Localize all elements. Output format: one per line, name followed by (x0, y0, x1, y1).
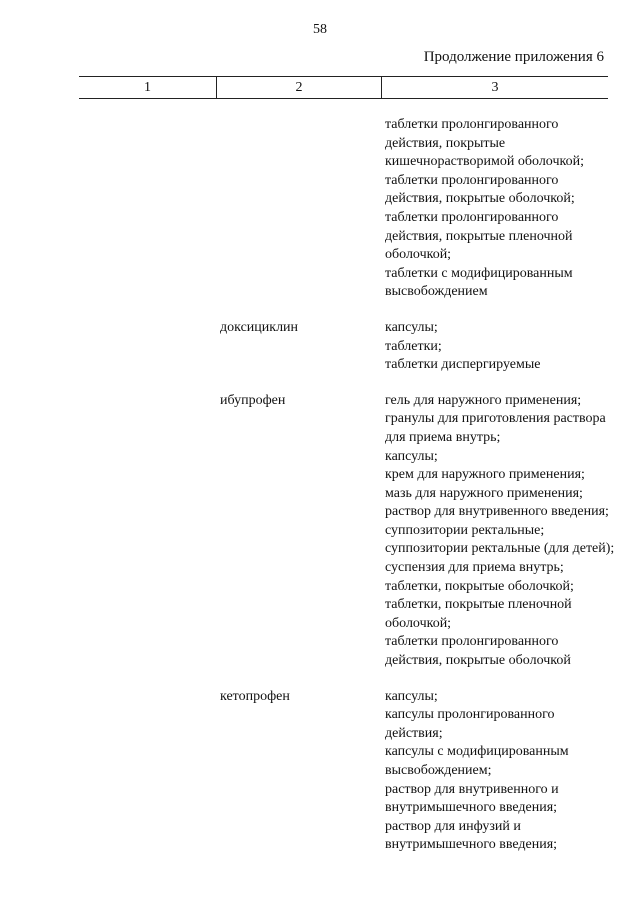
dosage-form-item: капсулы; (385, 448, 438, 464)
dosage-form-item: раствор для внутривенного и внутримышечного введения; (385, 781, 559, 816)
dosage-form-item: раствор для внутривенного введения; (385, 504, 609, 520)
dosage-form-item: мазь для наружного применения; (385, 485, 583, 501)
dosage-form-item: таблетки пролонгированного действия, покрытые кишечнорастворимой оболочкой; (385, 117, 584, 170)
dosage-form-item: суппозитории ректальные (для детей); (385, 541, 615, 557)
dosage-forms-list (385, 319, 615, 375)
dosage-form-item: таблетки с модифицированным высвобождением (385, 265, 573, 300)
dosage-forms-list (385, 688, 615, 855)
dosage-form-item: суппозитории ректальные; (385, 522, 545, 538)
dosage-form-item: раствор для инфузий и внутримышечного введения; (385, 818, 558, 853)
appendix-continuation-label: Продолжение приложения 6 (423, 49, 604, 65)
page-number: 58 (313, 22, 327, 37)
dosage-form-item: капсулы с модифицированным высвобождением; (385, 744, 569, 778)
dosage-form-item: капсулы пролонгированного действия; (385, 707, 555, 741)
dosage-form-item: капсулы; (385, 688, 438, 704)
dosage-form-item: таблетки, покрытые пленочной оболочкой; (385, 597, 572, 631)
dosage-form-item: таблетки диспергируемые (385, 357, 541, 373)
dosage-form-item: таблетки пролонгированного действия, покрытые пленочной оболочкой; (385, 209, 573, 263)
dosage-forms-list (385, 392, 615, 671)
dosage-form-item: таблетки пролонгированного действия, покрытые оболочкой; (385, 172, 575, 207)
table-row (0, 319, 640, 375)
dosage-forms-list (385, 116, 615, 302)
dosage-form-item: таблетки; (385, 338, 442, 354)
column-header-1: 1 (144, 80, 151, 95)
drug-name: кетопрофен (220, 688, 290, 704)
table-row (0, 392, 640, 671)
dosage-form-item: капсулы; (385, 319, 438, 335)
drug-name: ибупрофен (220, 392, 286, 408)
column-header-3: 3 (381, 77, 608, 98)
dosage-form-item: суспензия для приема внутрь; (385, 560, 564, 576)
table-header (79, 76, 608, 99)
dosage-form-item: таблетки, покрытые оболочкой; (385, 578, 574, 594)
dosage-form-item: гранулы для приготовления раствора для приема внутрь; (385, 411, 606, 445)
dosage-form-item: таблетки пролонгированного действия, покрытые оболочкой (385, 634, 571, 669)
dosage-form-item: крем для наружного применения; (385, 467, 585, 483)
column-header-2: 2 (216, 77, 381, 98)
table-body (0, 116, 640, 872)
table-row (0, 116, 640, 302)
table-row (0, 688, 640, 855)
drug-name: доксициклин (220, 319, 299, 335)
dosage-form-item: гель для наружного применения; (385, 392, 582, 408)
